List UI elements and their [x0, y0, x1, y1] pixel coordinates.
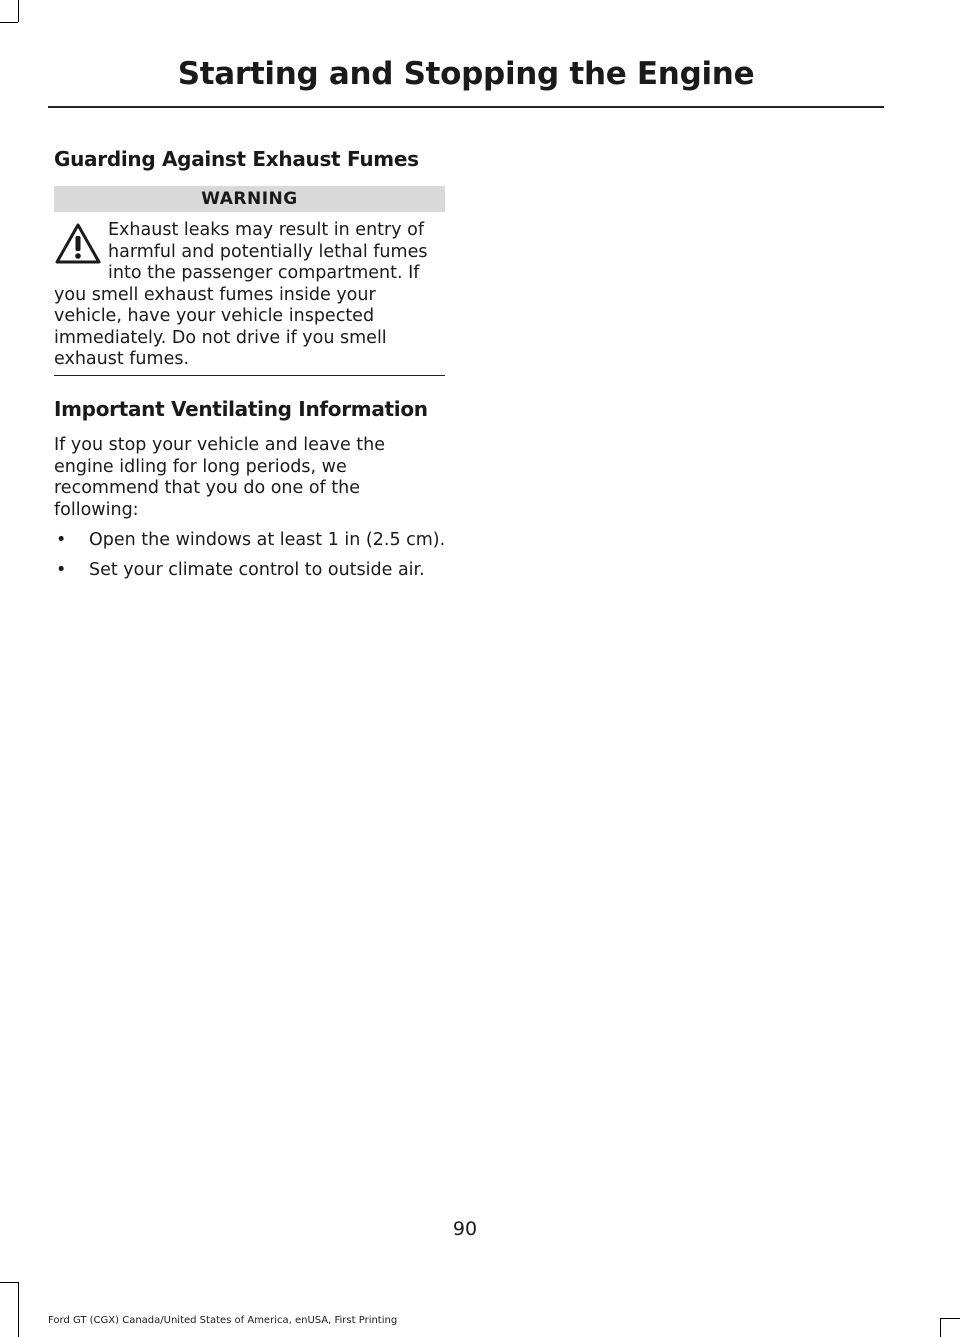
list-item	[54, 530, 454, 552]
ventilating-intro: If you stop your vehicle and leave the engine idling for long periods, we recommend that you do one of the following:	[54, 435, 386, 520]
section-heading-ventilating: Important Ventilating Information	[54, 397, 428, 421]
bullet-list	[54, 530, 454, 589]
warning-line: into the passenger compartment. If	[108, 263, 420, 283]
crop-mark	[940, 1318, 941, 1337]
crop-mark	[0, 22, 18, 23]
bullet-icon: •	[56, 559, 67, 580]
crop-mark	[0, 1282, 18, 1283]
list-item	[54, 560, 454, 582]
warning-bottom-rule	[54, 375, 445, 376]
warning-line: harmful and potentially lethal fumes	[108, 241, 428, 262]
bullet-icon: •	[56, 530, 67, 550]
crop-mark	[18, 1282, 19, 1337]
section-heading-exhaust-fumes: Guarding Against Exhaust Fumes	[54, 147, 419, 171]
warning-line: Exhaust leaks may result in entry of	[108, 220, 425, 240]
list-item-text: Open the windows at least 1 in (2.5 cm).	[89, 530, 446, 550]
warning-text	[54, 220, 446, 371]
crop-mark	[18, 0, 19, 22]
footer-text: Ford GT (CGX) Canada/United States of America, enUSA, First Printing	[48, 1315, 398, 1326]
list-item-text: Set your climate control to outside air.	[89, 559, 425, 580]
page-header-title: Starting and Stopping the Engine	[177, 56, 755, 92]
header-rule	[48, 106, 884, 108]
warning-label: WARNING	[54, 186, 445, 212]
page-number: 90	[452, 1218, 478, 1240]
warning-continuation: you smell exhaust fumes inside your vehicle, have your vehicle inspected immediately. Do not drive if you smell exhaust fumes.	[54, 284, 387, 369]
crop-mark	[940, 1318, 960, 1319]
